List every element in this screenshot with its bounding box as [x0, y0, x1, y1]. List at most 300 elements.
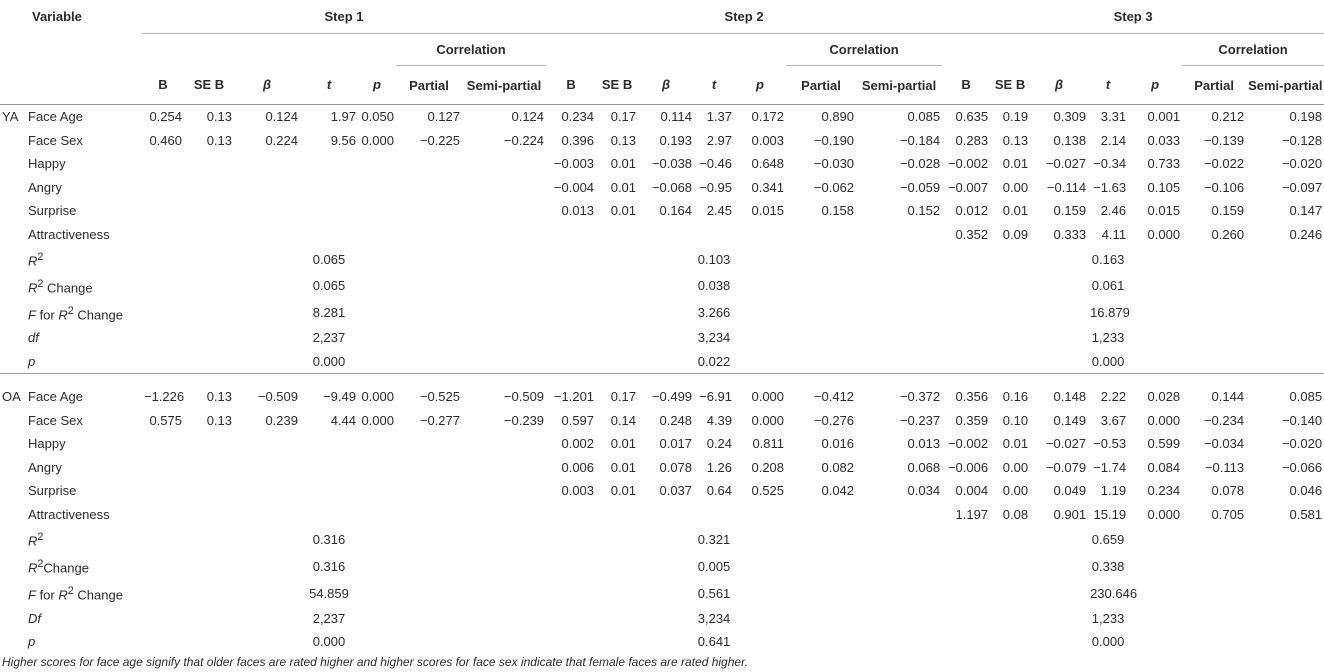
group-label-empty — [0, 553, 26, 580]
table-row — [0, 432, 1324, 456]
stat-value-step2: 0.103 — [697, 251, 731, 267]
cell-s3-0: −0.002 — [947, 436, 989, 452]
stat-cell — [734, 553, 786, 580]
cell-s1-5 — [396, 503, 462, 527]
cell-s2-2: 0.037 — [659, 483, 693, 499]
cell-s1-3: 4.44 — [330, 412, 356, 428]
cell-s3-0: 0.356 — [955, 389, 989, 405]
stat-cell — [462, 630, 546, 654]
stat-cell — [1246, 300, 1324, 327]
stat-cell — [234, 607, 300, 631]
cell-s3-3: −0.53 — [1093, 436, 1127, 452]
cell-s3-5: 0.159 — [1211, 203, 1245, 218]
stat-cell — [396, 326, 462, 350]
cell-s1-0: 0.460 — [149, 132, 182, 148]
group-label — [0, 152, 26, 176]
stat-cell — [596, 300, 638, 327]
stat-value-step3: 1,233 — [1091, 610, 1125, 626]
cell-s2-2: 0.114 — [660, 109, 693, 124]
cell-s2-5 — [786, 503, 856, 527]
cell-s1-2: −0.509 — [257, 389, 298, 405]
cell-s2-2: 0.248 — [659, 412, 693, 428]
stat-cell — [234, 350, 300, 374]
cell-s2-3: −0.46 — [699, 156, 733, 171]
cell-s3-6: 0.246 — [1289, 226, 1323, 242]
stat-cell — [856, 246, 942, 273]
stat-cell — [1246, 607, 1324, 631]
stat-cell — [1128, 607, 1182, 631]
cell-s2-4: 0.003 — [751, 132, 785, 148]
cell-s3-6: −0.097 — [1281, 179, 1323, 195]
cell-s3-6: 0.147 — [1289, 203, 1323, 218]
stat-cell — [1030, 630, 1088, 654]
cell-s2-5: −0.190 — [813, 132, 855, 148]
cell-s3-0: 0.352 — [955, 226, 989, 242]
variable-name: Angry — [28, 459, 62, 475]
cell-s2-1 — [596, 223, 638, 247]
cell-s2-3: 2.45 — [706, 203, 733, 218]
col-header-step1-5: Partial — [396, 66, 462, 105]
cell-s3-6: −0.128 — [1281, 132, 1323, 148]
cell-s2-5 — [786, 223, 856, 247]
stat-cell — [1182, 526, 1246, 553]
cell-s1-2 — [234, 503, 300, 527]
col-header-step1-2: β — [234, 66, 300, 105]
stat-cell — [786, 607, 856, 631]
stat-cell — [856, 326, 942, 350]
stat-row — [0, 553, 1324, 580]
cell-s2-4: 0.341 — [751, 179, 785, 195]
col-header-step3-5: Partial — [1182, 66, 1246, 105]
group-label: YA — [2, 109, 19, 124]
cell-s1-4: 0.000 — [361, 132, 394, 148]
stat-cell — [142, 246, 184, 273]
cell-s2-0 — [546, 503, 596, 527]
table-row — [0, 503, 1324, 527]
stat-cell — [856, 580, 942, 607]
stat-cell — [142, 630, 184, 654]
variable-name: Face Sex — [28, 132, 83, 148]
cell-s2-1: 0.14 — [610, 412, 637, 428]
variable-name: Face Age — [28, 109, 83, 124]
stat-row — [0, 326, 1324, 350]
stat-cell — [734, 350, 786, 374]
cell-s3-5: −0.234 — [1203, 412, 1245, 428]
stat-label: F for $R^2$ Change — [28, 304, 123, 322]
cell-s3-0: −0.007 — [947, 179, 989, 195]
cell-s3-1: 0.01 — [1002, 203, 1029, 218]
cell-s2-0: 0.006 — [561, 459, 595, 475]
stat-value-step2: 3.266 — [697, 305, 731, 321]
stat-cell — [734, 300, 786, 327]
cell-s2-5: −0.062 — [813, 179, 855, 195]
stat-cell — [1182, 273, 1246, 300]
group-label-empty — [0, 246, 26, 273]
cell-s3-2: 0.049 — [1053, 483, 1087, 499]
cell-s2-0: 0.003 — [561, 483, 595, 499]
stat-cell — [234, 300, 300, 327]
stat-cell — [1182, 630, 1246, 654]
cell-s1-5 — [396, 199, 462, 223]
stat-cell — [1246, 326, 1324, 350]
cell-s3-6: −0.140 — [1281, 412, 1323, 428]
cell-s1-6 — [462, 432, 546, 456]
stat-cell — [856, 630, 942, 654]
cell-s1-3 — [300, 456, 358, 480]
cell-s3-2: 0.138 — [1053, 132, 1087, 148]
stat-cell — [942, 553, 990, 580]
col-header-step2-5: Partial — [786, 66, 856, 105]
cell-s3-1: 0.16 — [1002, 389, 1029, 405]
cell-s3-3: −1.74 — [1093, 459, 1127, 475]
group-label-empty — [0, 350, 26, 374]
cell-s1-6 — [462, 503, 546, 527]
step2-header: Step 2 — [546, 0, 942, 34]
group-label — [0, 176, 26, 200]
stat-row — [0, 246, 1324, 273]
cell-s2-3: 1.37 — [706, 109, 733, 124]
stat-cell — [1246, 553, 1324, 580]
stat-cell — [990, 580, 1030, 607]
cell-s2-5: −0.412 — [813, 389, 855, 405]
stat-row — [0, 350, 1324, 374]
variable-name: Happy — [28, 436, 66, 452]
cell-s3-3: 2.22 — [1100, 389, 1127, 405]
stat-cell — [734, 607, 786, 631]
stat-cell — [1246, 273, 1324, 300]
stat-cell — [856, 553, 942, 580]
stat-cell — [990, 273, 1030, 300]
group-label — [0, 223, 26, 247]
cell-s3-1: 0.13 — [1002, 132, 1029, 148]
cell-s2-2: −0.068 — [651, 179, 693, 195]
cell-s3-5: −0.022 — [1203, 156, 1245, 171]
col-header-step1-6: Semi-partial — [462, 66, 546, 105]
col-header-step1-4: p — [358, 66, 396, 105]
stat-cell — [856, 300, 942, 327]
cell-s1-5: −0.277 — [419, 412, 460, 428]
stat-cell — [596, 350, 638, 374]
stat-cell — [234, 630, 300, 654]
cell-s1-2 — [234, 456, 300, 480]
cell-s2-5: −0.030 — [813, 156, 855, 171]
stat-cell — [942, 526, 990, 553]
stat-cell — [1246, 246, 1324, 273]
stat-cell — [184, 630, 234, 654]
group-label — [0, 456, 26, 480]
cell-s1-6 — [462, 199, 546, 223]
col-header-step3-4: p — [1128, 66, 1182, 105]
variable-name: Attractiveness — [28, 226, 110, 242]
cell-s1-2 — [234, 176, 300, 200]
cell-s3-0: 0.359 — [955, 412, 989, 428]
stat-cell — [1182, 607, 1246, 631]
cell-s2-6 — [856, 223, 942, 247]
stat-cell — [638, 246, 694, 273]
cell-s3-3: 15.19 — [1093, 506, 1127, 522]
cell-s1-0 — [142, 223, 184, 247]
stat-row — [0, 580, 1324, 607]
variable-header: Variable — [32, 9, 82, 25]
stat-cell — [596, 630, 638, 654]
stat-cell — [184, 526, 234, 553]
stat-cell — [546, 350, 596, 374]
cell-s3-4: 0.015 — [1147, 203, 1181, 218]
stat-cell — [358, 553, 396, 580]
stat-cell — [396, 607, 462, 631]
group-spacer — [0, 374, 1324, 386]
stat-cell — [990, 630, 1030, 654]
table-row — [0, 409, 1324, 433]
cell-s1-4: 0.050 — [361, 109, 394, 124]
stat-cell — [396, 526, 462, 553]
stat-value-step2: 0.038 — [697, 278, 731, 294]
table-row — [0, 199, 1324, 223]
stat-cell — [942, 350, 990, 374]
stat-cell — [786, 350, 856, 374]
stat-cell — [184, 607, 234, 631]
cell-s3-4: 0.000 — [1147, 226, 1181, 242]
stat-cell — [358, 326, 396, 350]
stat-label: df — [28, 330, 39, 346]
cell-s2-4: 0.015 — [751, 203, 785, 218]
cell-s3-3: 1.19 — [1100, 483, 1127, 499]
table-row — [0, 129, 1324, 153]
group-label — [0, 129, 26, 153]
table-row — [0, 176, 1324, 200]
col-header-step2-1: SE B — [596, 66, 638, 105]
cell-s2-5: 0.082 — [821, 459, 855, 475]
cell-s1-3 — [300, 223, 358, 247]
table-row — [0, 223, 1324, 247]
cell-s2-6: −0.372 — [899, 389, 941, 405]
cell-s3-4: 0.105 — [1147, 179, 1181, 195]
cell-s1-1 — [184, 199, 234, 223]
cell-s3-0: 0.635 — [955, 109, 989, 124]
stat-value-step2: 0.641 — [697, 634, 731, 650]
cell-s2-3: 0.64 — [706, 483, 733, 499]
stat-cell — [546, 630, 596, 654]
cell-s2-1: 0.17 — [610, 109, 637, 124]
stat-cell — [786, 246, 856, 273]
stat-value-step2: 0.561 — [697, 585, 731, 601]
cell-s2-2: 0.164 — [659, 203, 693, 218]
group-label-empty — [0, 630, 26, 654]
stat-cell — [462, 526, 546, 553]
stat-value-step3: 0.659 — [1091, 532, 1125, 548]
stat-cell — [734, 326, 786, 350]
cell-s1-5: −0.225 — [419, 132, 460, 148]
stat-cell — [856, 607, 942, 631]
cell-s2-6 — [856, 503, 942, 527]
cell-s1-2 — [234, 152, 300, 176]
cell-s3-2: −0.114 — [1046, 179, 1087, 195]
col-header-step1-3: t — [300, 66, 358, 105]
cell-s1-4: 0.000 — [361, 389, 394, 405]
stat-cell — [942, 580, 990, 607]
cell-s2-3: −0.95 — [699, 179, 733, 195]
stat-value-step1: 0.316 — [312, 558, 346, 574]
cell-s1-1 — [184, 503, 234, 527]
cell-s3-6: −0.020 — [1281, 156, 1323, 171]
cell-s2-4: 0.208 — [751, 459, 785, 475]
cell-s1-1 — [184, 479, 234, 503]
stat-cell — [462, 273, 546, 300]
cell-s2-2 — [638, 223, 694, 247]
table-row — [0, 479, 1324, 503]
cell-s2-1: 0.17 — [610, 389, 637, 405]
cell-s2-6: −0.059 — [899, 179, 941, 195]
table-body — [0, 105, 1324, 654]
stat-value-step1: 2,237 — [312, 330, 346, 346]
cell-s3-2: 0.901 — [1053, 506, 1087, 522]
cell-s1-6 — [462, 223, 546, 247]
stat-value-step2: 3,234 — [697, 610, 731, 626]
stat-cell — [1030, 607, 1088, 631]
cell-s2-2 — [638, 503, 694, 527]
stat-cell — [1182, 580, 1246, 607]
stat-cell — [396, 350, 462, 374]
cell-s3-4: 0.028 — [1147, 389, 1181, 405]
stat-cell — [1128, 350, 1182, 374]
stat-cell — [1128, 300, 1182, 327]
stat-value-step1: 54.859 — [309, 585, 349, 601]
cell-s3-0: 0.012 — [955, 203, 989, 218]
variable-name: Face Sex — [28, 412, 83, 428]
cell-s3-1: 0.08 — [1002, 506, 1029, 522]
cell-s3-2: −0.079 — [1045, 459, 1087, 475]
cell-s3-6: 0.085 — [1289, 389, 1323, 405]
stat-cell — [596, 273, 638, 300]
cell-s2-4 — [734, 223, 786, 247]
stat-label: $R^2Change$ — [28, 558, 89, 576]
stat-cell — [184, 246, 234, 273]
stat-value-step1: 0.000 — [300, 350, 358, 374]
cell-s3-0: 1.197 — [955, 506, 989, 522]
cell-s3-5: 0.212 — [1211, 109, 1245, 124]
stat-cell — [786, 630, 856, 654]
cell-s1-1: 0.13 — [206, 132, 232, 148]
stat-cell — [638, 553, 694, 580]
cell-s2-4: 0.648 — [751, 156, 785, 171]
stat-cell — [1128, 553, 1182, 580]
cell-s2-0: −0.004 — [553, 179, 595, 195]
variable-name: Face Age — [28, 389, 83, 405]
cell-s2-4 — [734, 503, 786, 527]
stat-cell — [546, 526, 596, 553]
stat-cell — [234, 526, 300, 553]
stat-cell — [990, 607, 1030, 631]
cell-s3-3: −0.34 — [1093, 156, 1127, 171]
stat-cell — [1246, 526, 1324, 553]
stat-label: $R^2$ — [28, 251, 44, 269]
stat-cell — [142, 580, 184, 607]
cell-s1-1 — [184, 223, 234, 247]
cell-s1-2: 0.224 — [265, 132, 298, 148]
cell-s3-2: −0.027 — [1045, 436, 1087, 452]
cell-s1-3 — [300, 479, 358, 503]
stat-cell — [942, 326, 990, 350]
col-header-step3-6: Semi-partial — [1246, 66, 1324, 105]
stat-cell — [142, 273, 184, 300]
stat-cell — [990, 526, 1030, 553]
cell-s2-5: 0.042 — [821, 483, 855, 499]
group-label — [0, 503, 26, 527]
stat-value-step1: 8.281 — [312, 305, 346, 321]
col-header-step2-3: t — [694, 66, 734, 105]
stat-cell — [1030, 273, 1088, 300]
stat-cell — [856, 273, 942, 300]
cell-s1-3: −9.49 — [323, 389, 356, 405]
cell-s2-3: 2.97 — [706, 132, 733, 148]
stat-row — [0, 607, 1324, 631]
variable-name: Happy — [28, 156, 66, 171]
cell-s3-0: −0.002 — [947, 156, 989, 171]
stat-cell — [234, 246, 300, 273]
stat-label: $R^2$ — [28, 531, 44, 549]
cell-s2-1: 0.01 — [610, 436, 637, 452]
column-header-row — [0, 66, 1324, 105]
stat-cell — [856, 350, 942, 374]
cell-s1-4 — [358, 199, 396, 223]
cell-s3-5: 0.144 — [1211, 389, 1245, 405]
cell-s1-6: −0.509 — [503, 389, 545, 405]
cell-s1-5: 0.127 — [427, 109, 460, 124]
stat-cell — [142, 350, 184, 374]
stat-label: Df — [28, 610, 41, 626]
variable-name: Surprise — [28, 203, 77, 218]
cell-s1-1: 0.13 — [206, 412, 232, 428]
cell-s2-4: 0.000 — [751, 412, 785, 428]
cell-s2-1: 0.01 — [610, 179, 637, 195]
stat-row — [0, 273, 1324, 300]
cell-s2-0: 0.396 — [561, 132, 595, 148]
stat-cell — [1246, 350, 1324, 374]
cell-s1-4: 0.000 — [361, 412, 394, 428]
cell-s3-2: −0.027 — [1045, 156, 1087, 171]
cell-s3-0: 0.283 — [955, 132, 989, 148]
stat-cell — [942, 300, 990, 327]
stat-cell — [546, 580, 596, 607]
group-label-empty — [0, 273, 26, 300]
stat-cell — [786, 553, 856, 580]
cell-s3-4: 0.599 — [1147, 436, 1181, 452]
cell-s2-3 — [694, 223, 734, 247]
cell-s1-4 — [358, 456, 396, 480]
col-header-step3-1: SE B — [990, 66, 1030, 105]
cell-s3-5: −0.106 — [1203, 179, 1245, 195]
cell-s1-2 — [234, 479, 300, 503]
cell-s1-0 — [142, 199, 184, 223]
stat-cell — [358, 580, 396, 607]
cell-s3-3: 4.11 — [1101, 226, 1127, 242]
table-row — [0, 385, 1324, 409]
stat-cell — [462, 607, 546, 631]
stat-value-step3: 230.646 — [1090, 585, 1138, 601]
stat-cell — [462, 580, 546, 607]
cell-s2-6: 0.068 — [907, 459, 941, 475]
cell-s3-1: 0.00 — [1002, 459, 1029, 475]
stat-cell — [1246, 630, 1324, 654]
stat-cell — [462, 553, 546, 580]
cell-s2-4: 0.000 — [751, 389, 785, 405]
spacer-cell — [0, 374, 1324, 386]
cell-s3-4: 0.033 — [1147, 132, 1181, 148]
cell-s1-3 — [300, 176, 358, 200]
stat-cell — [142, 607, 184, 631]
cell-s2-6: 0.034 — [907, 483, 941, 499]
cell-s1-4 — [358, 152, 396, 176]
